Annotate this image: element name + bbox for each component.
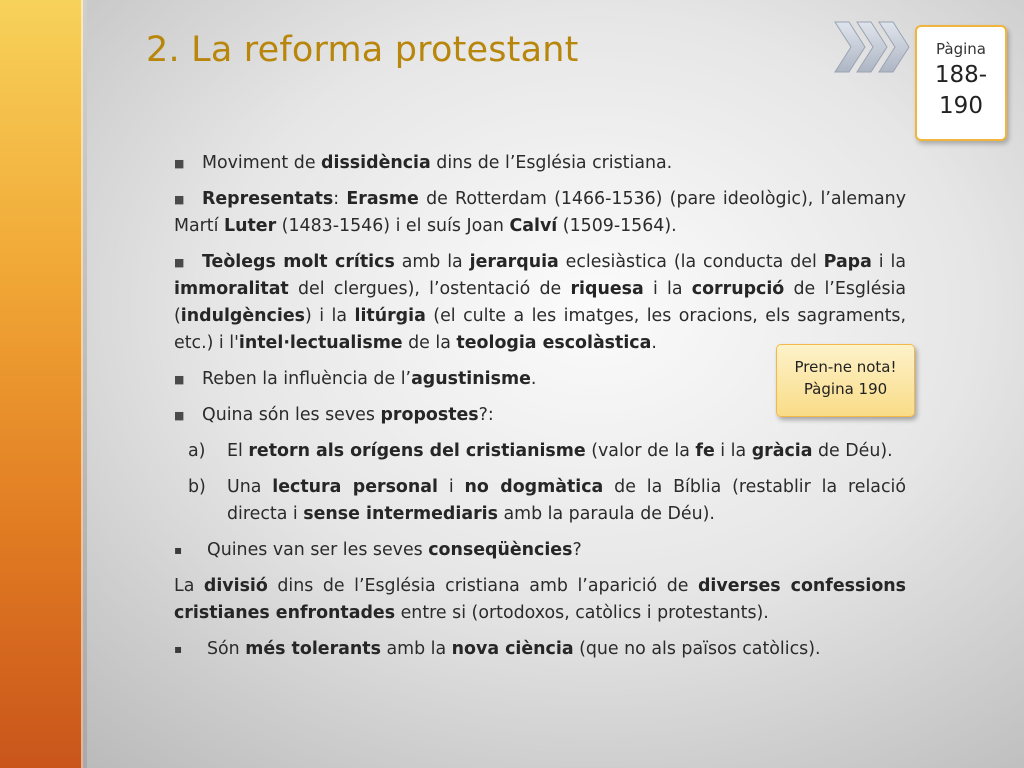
- bullet-item: [174, 186, 906, 240]
- emphasized-text: Erasme: [346, 189, 419, 209]
- bullet-icon: ■: [174, 256, 185, 269]
- bullet-text: Representats: Erasme de Rotterdam (1466-1536) (pare ideològic), l’alemany Martí Luter (1483-1546) i el suís Joan Calví (1509-1564).: [174, 189, 906, 236]
- decorative-side-strip: [83, 0, 87, 768]
- page-reference-label: Pàgina: [936, 40, 986, 58]
- emphasized-text: sense intermediaris: [303, 504, 498, 524]
- emphasized-text: més tolerants: [245, 639, 381, 659]
- bullet-item: [174, 249, 906, 357]
- paragraph-text: La divisió dins de l’Església cristiana amb l’aparició de diverses confessions cristianes enfrontades entre si (ortodoxos, catòlics i protestants).: [174, 576, 906, 623]
- take-note-text: Pren-ne nota!: [794, 358, 897, 376]
- paragraph: [174, 573, 906, 627]
- emphasized-text: Representats: [202, 189, 334, 209]
- emphasized-text: propostes: [380, 405, 479, 425]
- sub-item-a: [174, 438, 906, 465]
- emphasized-text: fe: [695, 441, 715, 461]
- emphasized-text: nova ciència: [451, 639, 574, 659]
- slide-title: 2. La reforma protestant: [146, 30, 579, 70]
- sub-item-text: Una lectura personal i no dogmàtica de la Bíblia (restablir la relació directa i sense intermediaris amb la paraula de Déu).: [227, 477, 906, 524]
- page-reference-box: [915, 25, 1007, 141]
- sub-item-text: El retorn als orígens del cristianisme (valor de la fe i la gràcia de Déu).: [227, 441, 893, 461]
- sub-item-b: [174, 474, 906, 528]
- bullet-text: Quina són les seves propostes?:: [202, 405, 494, 425]
- emphasized-text: gràcia: [751, 441, 813, 461]
- emphasized-text: jerarquia: [469, 252, 559, 272]
- bullet-text: Quines van ser les seves conseqüències?: [207, 540, 582, 560]
- emphasized-text: litúrgia: [354, 306, 426, 326]
- emphasized-text: divisió: [203, 576, 268, 596]
- emphasized-text: diverses confessions cristianes enfrontades: [174, 576, 906, 623]
- emphasized-text: lectura personal: [272, 477, 438, 497]
- emphasized-text: dissidència: [321, 153, 431, 173]
- bullet-text: Són més tolerants amb la nova ciència (que no als països catòlics).: [207, 639, 821, 659]
- emphasized-text: intel·lectualisme: [238, 333, 403, 353]
- emphasized-text: Papa: [823, 252, 872, 272]
- emphasized-text: immoralitat: [174, 279, 289, 299]
- take-note-callout: [776, 344, 915, 417]
- emphasized-text: no dogmàtica: [464, 477, 604, 497]
- take-note-page: Pàgina 190: [803, 380, 888, 398]
- emphasized-text: agustinisme: [411, 369, 531, 389]
- emphasized-text: Luter: [224, 216, 277, 236]
- bullet-icon: ■: [174, 373, 185, 386]
- bullet-text: Reben la influència de l’agustinisme.: [202, 369, 537, 389]
- bullet-text: Moviment de dissidència dins de l’Església cristiana.: [202, 153, 673, 173]
- page-reference-range: 188-190: [934, 62, 988, 119]
- bullet-item: [174, 636, 906, 663]
- emphasized-text: Teòlegs molt crítics: [202, 252, 395, 272]
- square-bullet-icon: ▪: [174, 543, 183, 557]
- emphasized-text: riquesa: [570, 279, 644, 299]
- sub-item-letter: b): [188, 477, 206, 497]
- chevrons-icon: [833, 20, 917, 74]
- emphasized-text: teologia escolàstica: [456, 333, 652, 353]
- emphasized-text: corrupció: [691, 279, 785, 299]
- bullet-item: [174, 537, 906, 564]
- bullet-text: Teòlegs molt crítics amb la jerarquia eclesiàstica (la conducta del Papa i la immoralitat del clergues), l’ostentació de riquesa i la corrupció de l’Església (indulgències) i la litúrgia (el culte a les imatges, les oracions, els sagraments, etc.) i l'intel·lectualisme de la teologia escolàstica.: [174, 252, 907, 353]
- bullet-icon: ■: [174, 193, 185, 206]
- bullet-icon: ■: [174, 409, 185, 422]
- emphasized-text: conseqüències: [428, 540, 573, 560]
- emphasized-text: indulgències: [180, 306, 305, 326]
- decorative-side-bar: [0, 0, 83, 768]
- square-bullet-icon: ▪: [174, 642, 183, 656]
- bullet-icon: ■: [174, 157, 185, 170]
- sub-item-letter: a): [188, 441, 206, 461]
- emphasized-text: retorn als orígens del cristianisme: [248, 441, 586, 461]
- bullet-item: [174, 150, 906, 177]
- emphasized-text: Calví: [509, 216, 558, 236]
